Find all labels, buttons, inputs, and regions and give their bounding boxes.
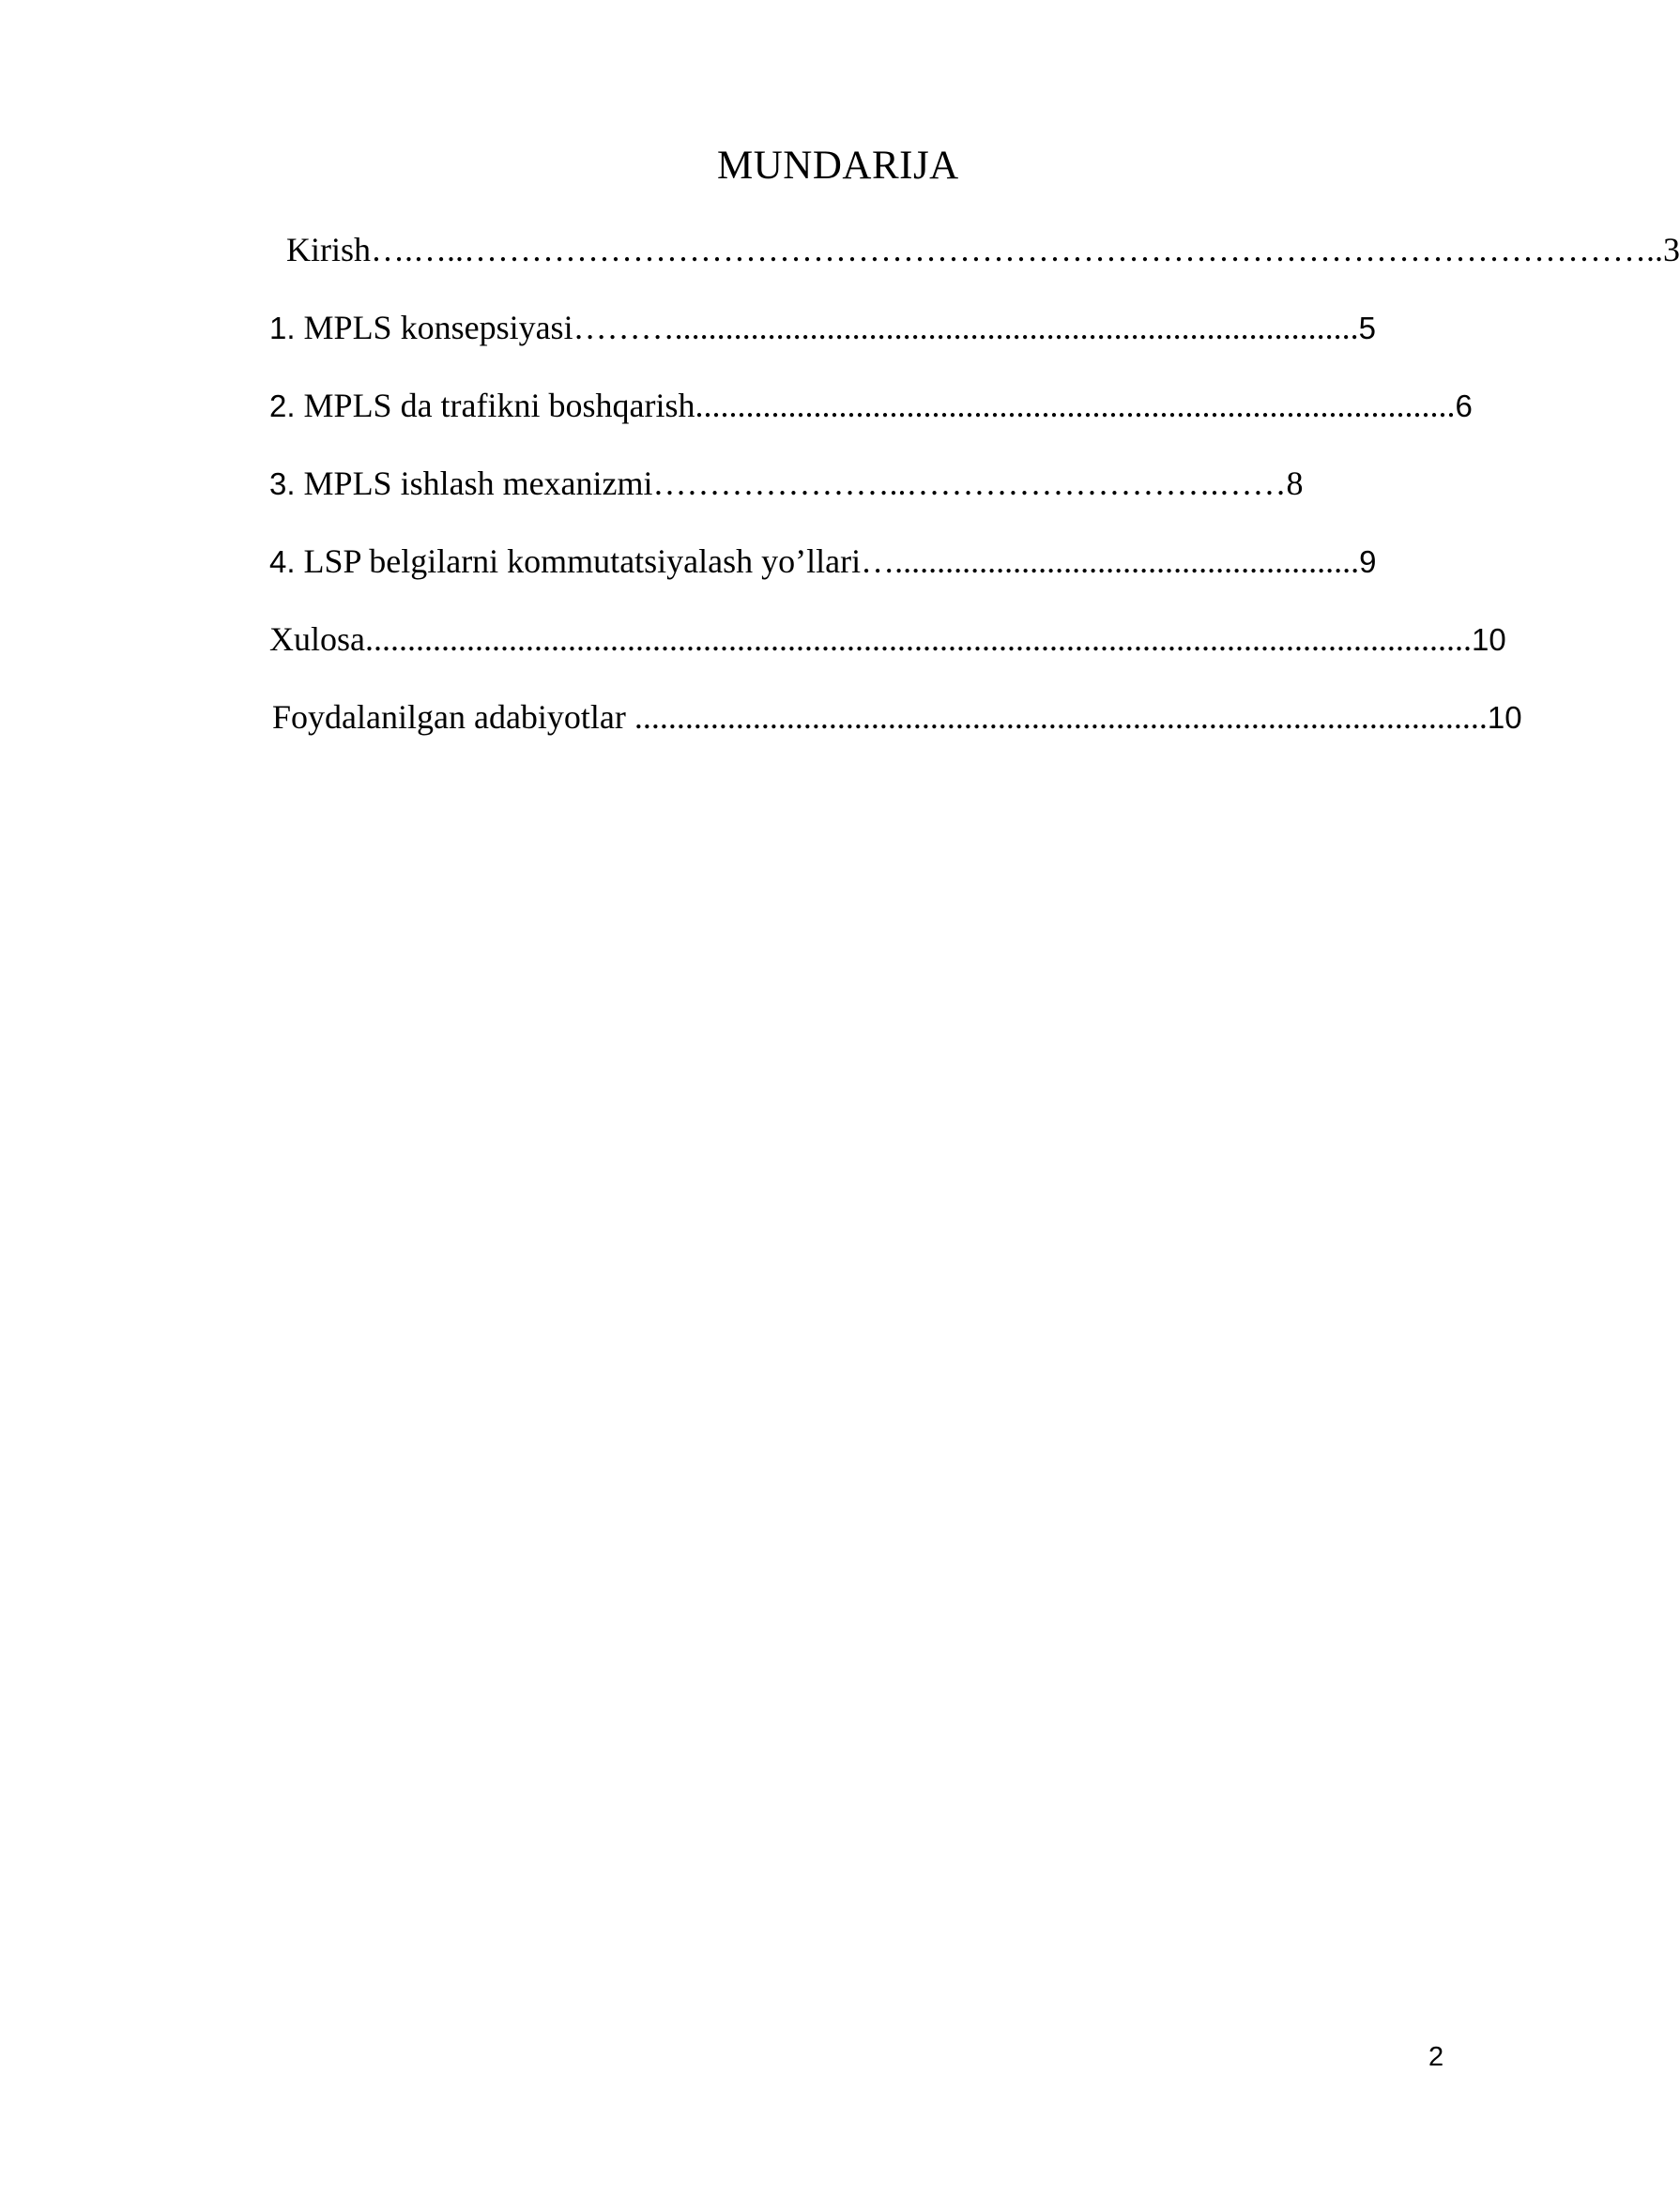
toc-item-number: 2. [269,389,296,423]
toc-item-lsp-kommutatsiyalash [269,541,1376,583]
toc-item-number: 4. [269,544,296,579]
toc-item-page: 3 [1663,231,1680,268]
toc-item-leader: …………………..……………………….…… [652,465,1287,502]
toc-item-xulosa [269,618,1506,661]
toc-item-number: 1. [269,311,296,345]
toc-item-label: MPLS konsepsiyasi [303,309,573,346]
toc-item-trafikni-boshqarish [269,385,1473,427]
toc-item-mpls-konsepsiyasi [269,307,1376,349]
toc-item-ishlash-mexanizmi [269,463,1304,505]
toc-item-number: 3. [269,466,296,501]
toc-item-leader: ................................................................................................................................... [365,620,1472,658]
toc-item-adabiyotlar [272,696,1522,739]
toc-item-label: Foydalanilgan adabiyotlar [272,698,626,736]
toc-item-label: MPLS ishlash mexanizmi [303,465,653,502]
toc-item-page: 8 [1286,465,1304,502]
page-title-text: MUNDARIJA [717,144,959,188]
toc-item-label: MPLS da trafikni boshqarish [303,387,695,424]
toc-item-page: 10 [1487,700,1522,735]
toc-item-kirish [286,229,1680,270]
page-number: 2 [1428,2042,1444,2072]
toc-item-leader: …....................................................... [861,542,1360,580]
toc-item-page: 9 [1359,544,1377,579]
toc-item-page: 10 [1472,622,1506,657]
toc-item-leader: .......................................................................................... [695,387,1456,424]
toc-item-leader: ..................................................................................................... [625,698,1488,736]
toc-item-leader: ………................................................................................. [573,309,1359,346]
toc-item-label: Kirish [286,231,371,268]
toc-item-leader: ….…..…………………………………………………………………………………………….. [371,231,1663,268]
toc-item-page: 6 [1455,389,1473,423]
toc-item-label: LSP belgilarni kommutatsiyalash yo’llari [303,542,862,580]
toc-item-label: Xulosa [269,620,365,658]
toc-item-page: 5 [1358,311,1376,345]
